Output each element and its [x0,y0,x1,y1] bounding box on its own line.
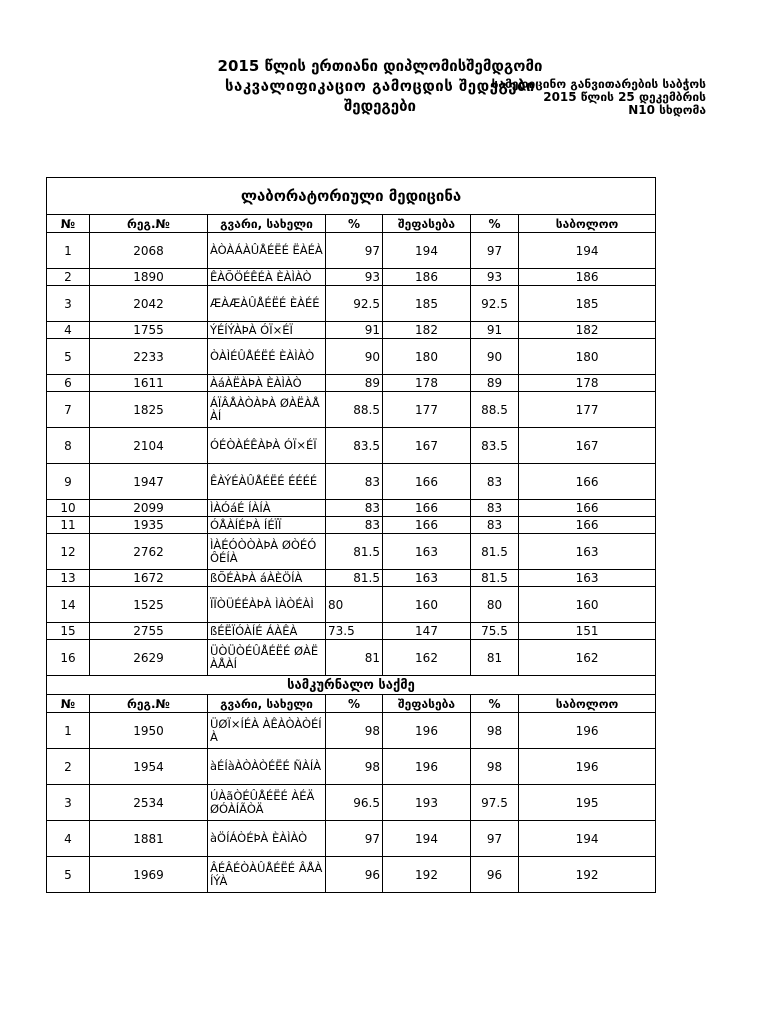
row-number: 8 [47,428,90,464]
section-title: სამკურნალო საქმე [47,676,656,695]
section-title: ლაბორატორიული მედიცინა [47,178,656,215]
full-name: ÒÀÌÉÛÅÉËÉ ÈÀÌÀÒ [208,339,326,375]
evaluation-cell: 194 [383,821,471,857]
column-header-name: გვარი, სახელი [208,695,326,713]
registration-number: 1890 [90,269,208,286]
percent-final-cell: 97.5 [471,785,519,821]
final-score-cell: 186 [519,269,656,286]
full-name: ÓÅÀÍÉÞÀ ÍÉÏÏ [208,517,326,534]
percent-final-cell: 83 [471,500,519,517]
registration-number: 2534 [90,785,208,821]
full-name: ÀÒÀÁÀÛÅÉËÉ ËÀÉÀ [208,233,326,269]
evaluation-cell: 178 [383,375,471,392]
final-score-cell: 178 [519,375,656,392]
row-number: 7 [47,392,90,428]
council-note [492,78,706,117]
full-name: ÝÉÍÝÀÞÀ ÓÏ×ÉÏ [208,322,326,339]
note-line-1: სამედიცინო განვითარების საბჭოს [491,77,706,91]
table-row [47,464,656,500]
column-header-eval: შეფასება [383,695,471,713]
registration-number: 2099 [90,500,208,517]
percent-final-cell: 80 [471,587,519,623]
registration-number: 1969 [90,857,208,893]
final-score-cell: 194 [519,821,656,857]
table-row [47,233,656,269]
column-header-final: საბოლოო [519,215,656,233]
percent-cell: 83.5 [326,428,383,464]
row-number: 2 [47,749,90,785]
registration-number: 2068 [90,233,208,269]
row-number: 15 [47,623,90,640]
percent-cell: 98 [326,749,383,785]
percent-cell: 83 [326,464,383,500]
full-name: ÚÀãÒÉÛÅÉËÉ ÀÉÄØÓÀÍÃÒÄ [208,785,326,821]
final-score-cell: 196 [519,713,656,749]
percent-final-cell: 81.5 [471,534,519,570]
percent-final-cell: 83 [471,517,519,534]
full-name: ÊÀÝÉÀÛÅÉËÉ ÉÉÉÉ [208,464,326,500]
final-score-cell: 185 [519,286,656,322]
table-row [47,785,656,821]
final-score-cell: 195 [519,785,656,821]
final-score-cell: 163 [519,534,656,570]
column-header-reg: რეგ.№ [90,215,208,233]
percent-cell: 81 [326,640,383,676]
table-row [47,821,656,857]
note-line-2: 2015 წლის 25 დეკემბრის [543,90,706,104]
evaluation-cell: 182 [383,322,471,339]
table-row [47,517,656,534]
percent-cell: 89 [326,375,383,392]
table-row [47,375,656,392]
full-name: ßÉËÏÓÀÍÉ ÁÀÊÀ [208,623,326,640]
section-title-row [47,178,656,215]
evaluation-cell: 166 [383,517,471,534]
table-row [47,322,656,339]
row-number: 6 [47,375,90,392]
note-line-3: N10 სხდომა [628,103,706,117]
percent-final-cell: 89 [471,375,519,392]
percent-cell: 96.5 [326,785,383,821]
evaluation-cell: 162 [383,640,471,676]
registration-number: 1935 [90,517,208,534]
row-number: 5 [47,857,90,893]
percent-cell: 80 [326,587,383,623]
registration-number: 1950 [90,713,208,749]
evaluation-cell: 180 [383,339,471,375]
full-name: ÀáÀËÀÞÀ ÈÀÌÀÒ [208,375,326,392]
final-score-cell: 166 [519,464,656,500]
row-number: 3 [47,286,90,322]
table-row [47,749,656,785]
full-name: àÖÍÁÒÉÞÀ ÈÀÌÀÒ [208,821,326,857]
registration-number: 2042 [90,286,208,322]
percent-final-cell: 83 [471,464,519,500]
final-score-cell: 166 [519,500,656,517]
table-row [47,570,656,587]
column-header-num: № [47,695,90,713]
percent-cell: 93 [326,269,383,286]
final-score-cell: 177 [519,392,656,428]
evaluation-cell: 167 [383,428,471,464]
percent-cell: 96 [326,857,383,893]
table-row [47,640,656,676]
full-name: ÜÒÜÒÉÛÅÉËÉ ØÀËÀÅÀÍ [208,640,326,676]
full-name: ÂÉÂÉÒÀÛÅÉËÉ ÂÅÀÍÝÀ [208,857,326,893]
final-score-cell: 151 [519,623,656,640]
evaluation-cell: 147 [383,623,471,640]
row-number: 5 [47,339,90,375]
evaluation-cell: 163 [383,570,471,587]
evaluation-cell: 192 [383,857,471,893]
row-number: 10 [47,500,90,517]
percent-final-cell: 88.5 [471,392,519,428]
percent-final-cell: 81.5 [471,570,519,587]
final-score-cell: 194 [519,233,656,269]
final-score-cell: 162 [519,640,656,676]
column-header-final: საბოლოო [519,695,656,713]
percent-cell: 91 [326,322,383,339]
percent-cell: 92.5 [326,286,383,322]
percent-final-cell: 93 [471,269,519,286]
full-name: ÊÀÕÖÉÊÉÀ ÈÀÌÀÒ [208,269,326,286]
percent-final-cell: 75.5 [471,623,519,640]
column-header-eval: შეფასება [383,215,471,233]
percent-cell: 97 [326,233,383,269]
registration-number: 2629 [90,640,208,676]
row-number: 2 [47,269,90,286]
table-row [47,857,656,893]
full-name: ÓÉÒÀÉÊÀÞÀ ÓÏ×ÉÏ [208,428,326,464]
percent-cell: 83 [326,517,383,534]
section-title-row [47,676,656,695]
row-number: 9 [47,464,90,500]
table-row [47,428,656,464]
column-header-name: გვარი, სახელი [208,215,326,233]
title-line-3: შედეგები [343,97,416,115]
table-row [47,339,656,375]
final-score-cell: 160 [519,587,656,623]
final-score-cell: 196 [519,749,656,785]
final-score-cell: 166 [519,517,656,534]
evaluation-cell: 163 [383,534,471,570]
full-name: ÌÀÉÓÒÒÀÞÀ ØÒÉÓÔÉÍÀ [208,534,326,570]
full-name: ßÕÉÀÞÀ áÀÈÖÍÀ [208,570,326,587]
percent-final-cell: 98 [471,749,519,785]
row-number: 16 [47,640,90,676]
evaluation-cell: 185 [383,286,471,322]
percent-final-cell: 97 [471,821,519,857]
percent-cell: 73.5 [326,623,383,640]
evaluation-cell: 166 [383,500,471,517]
percent-final-cell: 92.5 [471,286,519,322]
column-header-pct2: % [471,695,519,713]
full-name: ÆÀÆÀÛÅÉËÉ ÈÀÉÉ [208,286,326,322]
column-header-row [47,215,656,233]
table-row [47,534,656,570]
percent-final-cell: 96 [471,857,519,893]
registration-number: 1525 [90,587,208,623]
row-number: 13 [47,570,90,587]
table-row [47,623,656,640]
evaluation-cell: 196 [383,749,471,785]
percent-cell: 97 [326,821,383,857]
registration-number: 2104 [90,428,208,464]
final-score-cell: 180 [519,339,656,375]
percent-final-cell: 90 [471,339,519,375]
final-score-cell: 192 [519,857,656,893]
table-row [47,286,656,322]
final-score-cell: 163 [519,570,656,587]
registration-number: 1954 [90,749,208,785]
table-row [47,392,656,428]
registration-number: 1755 [90,322,208,339]
full-name: ÌÀÓáÉ ÍÀÍÀ [208,500,326,517]
final-score-cell: 182 [519,322,656,339]
column-header-reg: რეგ.№ [90,695,208,713]
evaluation-cell: 194 [383,233,471,269]
row-number: 1 [47,233,90,269]
registration-number: 2762 [90,534,208,570]
evaluation-cell: 193 [383,785,471,821]
column-header-pct1: % [326,215,383,233]
registration-number: 1825 [90,392,208,428]
table-row [47,500,656,517]
percent-cell: 81.5 [326,534,383,570]
percent-final-cell: 83.5 [471,428,519,464]
results-table [46,177,656,893]
table-row [47,713,656,749]
row-number: 4 [47,821,90,857]
registration-number: 1881 [90,821,208,857]
percent-final-cell: 91 [471,322,519,339]
row-number: 14 [47,587,90,623]
title-line-1: 2015 წლის ერთიანი დიპლომისშემდგომი [217,57,543,75]
evaluation-cell: 186 [383,269,471,286]
evaluation-cell: 160 [383,587,471,623]
column-header-num: № [47,215,90,233]
percent-cell: 83 [326,500,383,517]
final-score-cell: 167 [519,428,656,464]
registration-number: 2233 [90,339,208,375]
full-name: ÜØÏ×ÍÉÀ ÀÊÀÒÀÒÉÍÀ [208,713,326,749]
evaluation-cell: 177 [383,392,471,428]
row-number: 3 [47,785,90,821]
registration-number: 2755 [90,623,208,640]
percent-cell: 81.5 [326,570,383,587]
registration-number: 1947 [90,464,208,500]
evaluation-cell: 166 [383,464,471,500]
row-number: 1 [47,713,90,749]
percent-cell: 88.5 [326,392,383,428]
title-line-2: საკვალიფიკაციო გამოცდის შედეგები [224,77,536,95]
row-number: 11 [47,517,90,534]
full-name: àÉÍàÀÒÀÒÉËÉ ÑÀÍÀ [208,749,326,785]
percent-final-cell: 98 [471,713,519,749]
percent-final-cell: 81 [471,640,519,676]
column-header-pct1: % [326,695,383,713]
table-row [47,587,656,623]
column-header-row [47,695,656,713]
percent-cell: 90 [326,339,383,375]
percent-final-cell: 97 [471,233,519,269]
registration-number: 1672 [90,570,208,587]
evaluation-cell: 196 [383,713,471,749]
column-header-pct2: % [471,215,519,233]
table-row [47,269,656,286]
full-name: ÏÏÒÜÉÉÀÞÀ ÌÀÒÉÀÌ [208,587,326,623]
full-name: ÁÏÂÅÀÒÀÞÀ ØÀËÀÅÀÍ [208,392,326,428]
row-number: 12 [47,534,90,570]
percent-cell: 98 [326,713,383,749]
row-number: 4 [47,322,90,339]
registration-number: 1611 [90,375,208,392]
